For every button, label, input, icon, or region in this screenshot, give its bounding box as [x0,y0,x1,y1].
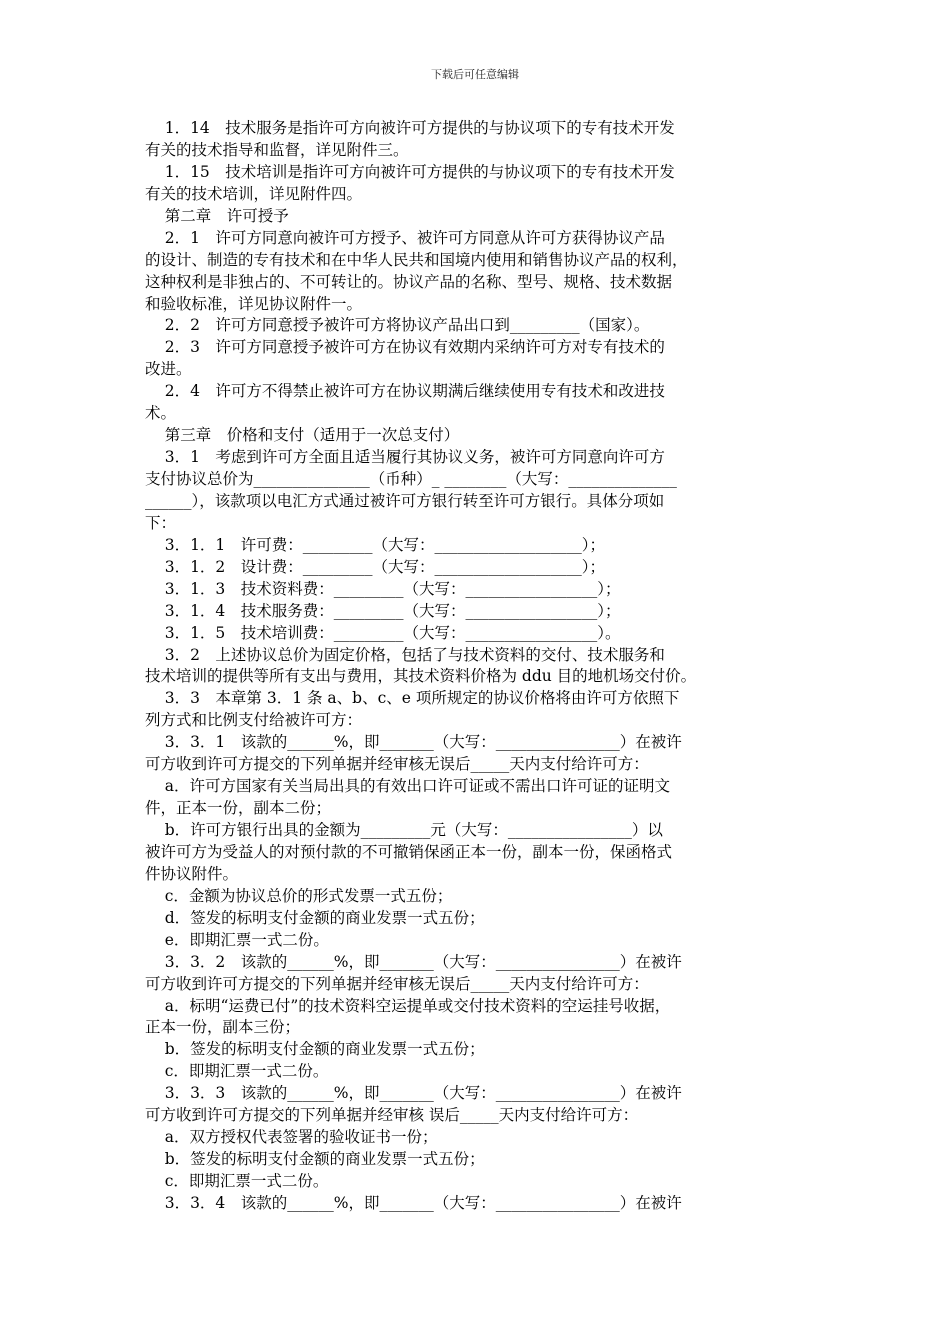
text-line: c．即期汇票一式二份。 [145,1172,329,1190]
text-line: e．即期汇票一式二份。 [145,930,329,949]
text-line: 可方收到许可方提交的下列单据并经审核 误后_____天内支付给许可方： [145,1106,639,1125]
text-line: b．许可方银行出具的金额为_________元（大写：________________）以 [145,821,663,839]
text-line: 3．1．3 技术资料费：_________（大写：_________________）； [145,579,621,598]
text-line: 可方收到许可方提交的下列单据并经审核无误后_____天内支付给许可方： [145,974,649,993]
text-line: 件协议附件。 [145,864,239,883]
text-line: a．双方授权代表签署的验收证书一份； [145,1128,438,1147]
text-line: 被许可方为受益人的对预付款的不可撤销保函正本一份，副本一份，保函格式 [145,842,673,861]
text-line: 有关的技术指导和监督，详见附件三。 [145,140,409,159]
text-line: 3．2 上述协议总价为固定价格，包括了与技术资料的交付、技术服务和 [145,645,665,664]
text-line: a．许可方国家有关当局出具的有效出口许可证或不需出口许可证的证明文 [145,777,670,796]
text-line: 的设计、制造的专有技术和在中华人民共和国境内使用和销售协议产品的权利， [145,250,688,269]
text-line: 3．1 考虑到许可方全面且适当履行其协议义务，被许可方同意向许可方 [145,448,665,467]
text-line: 和验收标准，详见协议附件一。 [145,294,363,313]
text-line: 下： [145,513,177,532]
text-line: 有关的技术培训，详见附件四。 [145,184,363,203]
text-line: 3．1．2 设计费：_________（大写：___________________）； [145,557,606,576]
text-line: 3．1．1 许可费：_________（大写：___________________）； [145,535,606,554]
text-line: 1．15 技术培训是指许可方向被许可方提供的与协议项下的专有技术开发 [145,162,675,181]
text-line: 2．2 许可方同意授予被许可方将协议产品出口到_________（国家）。 [145,316,650,335]
text-line: 技术培训的提供等所有支出与费用，其技术资料价格为 ddu 目的地机场交付价。 [145,667,697,686]
text-line: 3．3．4 该款的______%，即_______（大写：________________）在被许 [145,1193,682,1212]
text-line: b．签发的标明支付金额的商业发票一式五份； [145,1150,485,1169]
text-line: 可方收到许可方提交的下列单据并经审核无误后_____天内支付给许可方： [145,755,649,774]
text-line: 3．3．1 该款的______%，即_______（大写：________________）在被许 [145,733,682,752]
text-line: 第二章 许可授予 [145,206,289,225]
text-line: 1．14 技术服务是指许可方向被许可方提供的与协议项下的专有技术开发 [145,119,675,137]
text-line: 3．1．5 技术培训费：_________（大写：_________________）。 [145,623,621,642]
text-line: 3．1．4 技术服务费：_________（大写：_________________）； [145,601,621,620]
text-line: 3．3．2 该款的______%，即_______（大写：________________）在被许 [145,952,682,971]
text-line: 2．4 许可方不得禁止被许可方在协议期满后继续使用专有技术和改进技 [145,382,665,401]
text-line: 列方式和比例支付给被许可方： [145,711,363,730]
text-line: 这种权利是非独占的、不可转让的。协议产品的名称、型号、规格、技术数据 [145,272,673,291]
text-line: 改进。 [145,360,192,379]
document-body [145,118,815,1215]
text-line: 2．3 许可方同意授予被许可方在协议有效期内采纳许可方对专有技术的 [145,338,665,357]
text-line: 正本一份，副本三份； [145,1018,301,1037]
page-header: 下载后可任意编辑 [431,68,519,81]
text-line: c．即期汇票一式二份。 [145,1062,329,1081]
text-line: 第三章 价格和支付（适用于一次总支付） [145,426,460,445]
text-line: b．签发的标明支付金额的商业发票一式五份； [145,1040,485,1059]
text-line: 3．3 本章第 3．1 条 a、b、c、e 项所规定的协议价格将由许可方依照下 [145,689,680,708]
text-line: ______），该款项以电汇方式通过被许可方银行转至许可方银行。具体分项如 [145,491,665,510]
text-line: 3．3．3 该款的______%，即_______（大写：________________）在被许 [145,1084,682,1103]
text-line: c．金额为协议总价的形式发票一式五份； [145,886,453,905]
text-line: 支付协议总价为_______________（币种）_ ________（大写：______________ [145,470,677,488]
text-line: a．标明“运费已付”的技术资料空运提单或交付技术资料的空运挂号收据， [145,996,671,1015]
text-line: 术。 [145,404,177,423]
text-line: d．签发的标明支付金额的商业发票一式五份； [145,908,485,927]
text-line: 件，正本一份，副本二份； [145,799,332,818]
text-line: 2．1 许可方同意向被许可方授予、被许可方同意从许可方获得协议产品 [145,228,665,247]
